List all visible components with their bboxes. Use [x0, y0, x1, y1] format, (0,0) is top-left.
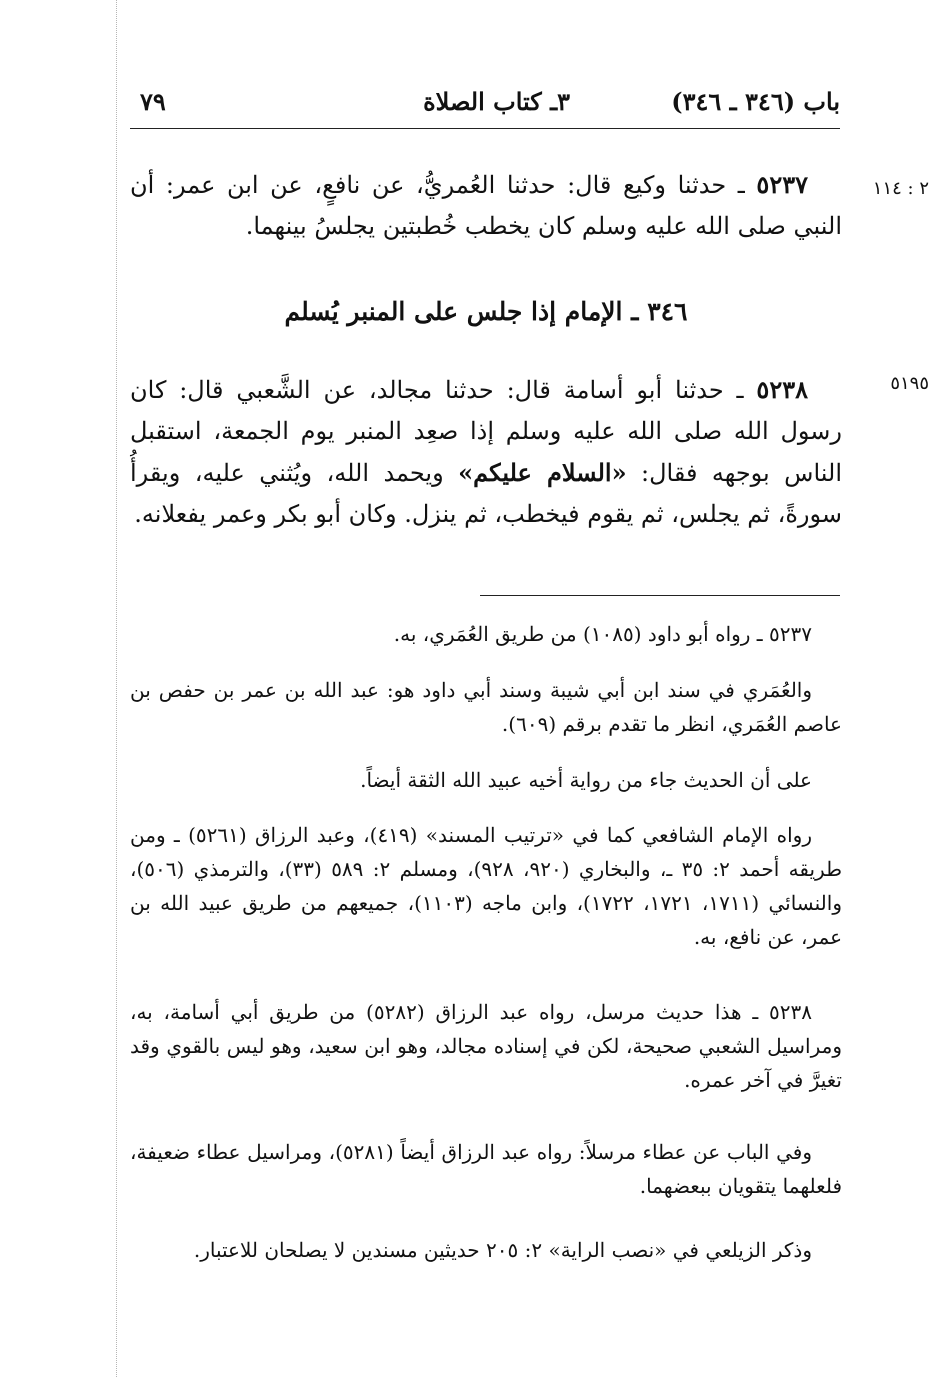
footnote [130, 995, 842, 1097]
hadith-5238 [130, 369, 842, 535]
header-rule [130, 128, 840, 129]
footnote-separator [480, 595, 840, 596]
hadith-text-continued: ويحمد الله، ويُثني عليه، ويقرأُ سورةً، ثم يجلس، ثم يقوم فيخطب، ثم ينزل. وكان أبو بكر وعمر يفعلانه. [130, 459, 842, 528]
footnote [130, 617, 842, 651]
hadith-text: ـ حدثنا أبو أسامة قال: حدثنا مجالد، عن الشَّعبي قال: كان رسول الله صلى الله عليه وسلم إذا صعِد المنبر يوم الجمعة، استقبل الناس بوجهه فقال: [130, 376, 843, 487]
chapter-range: باب (٣٤٦ ـ ٣٤٦) [671, 87, 840, 116]
footnote-text: وذكر الزيلعي في «نصب الراية» ٢: ٢٠٥ حديثين مسندين لا يصلحان للاعتبار. [193, 1238, 812, 1262]
chapter-heading: ٣٤٦ ـ الإمام إذا جلس على المنبر يُسلم [284, 297, 688, 326]
footnote-text: على أن الحديث جاء من رواية أخيه عبيد الله الثقة أيضاً. [360, 768, 812, 792]
footnote [130, 763, 842, 797]
footnote [130, 818, 842, 954]
salam-quote: «السلام عليكم» [458, 458, 627, 487]
footnote-text: وفي الباب عن عطاء مرسلاً: رواه عبد الرزاق أيضاً (٥٢٨١)، ومراسيل عطاء ضعيفة، فلعلهما يتقويان ببعضهما. [130, 1140, 842, 1198]
hadith-text: ـ حدثنا وكيع قال: حدثنا العُمريُّ، عن نافعٍ، عن ابن عمر: أن النبي صلى الله عليه وسلم كان يخطب خُطبتين يجلسُ بينهما. [130, 171, 842, 240]
margin-reference: ٥١٩٥ [890, 373, 929, 394]
book-title: ٣ـ كتاب الصلاة [423, 87, 570, 116]
footnote-text: ٥٢٣٨ ـ هذا حديث مرسل، رواه عبد الرزاق (٥٢٨٢) من طريق أبي أسامة، به، ومراسيل الشعبي صحيحة، لكن في إسناده مجالد، وهو ابن سعيد، وهو ليس بالقوي وقد تغيرَّ في آخر عمره. [130, 1000, 842, 1092]
page-header [130, 82, 840, 122]
footnote [130, 673, 842, 741]
page-number: ٧٩ [140, 87, 166, 116]
hadith-number: ٥٢٣٨ [756, 375, 808, 404]
footnote-text: والعُمَري في سند ابن أبي شيبة وسند أبي داود هو: عبد الله بن عمر بن حفص بن عاصم العُمَري، انظر ما تقدم برقم (٦٠٩). [130, 678, 842, 736]
scan-edge-line [116, 0, 117, 1377]
footnote [130, 1233, 842, 1267]
footnote [130, 1135, 842, 1203]
margin-reference: ٢ : ١١٤ [872, 178, 929, 199]
footnote-text: ٥٢٣٧ ـ رواه أبو داود (١٠٨٥) من طريق العُمَري، به. [393, 622, 812, 646]
hadith-5237 [130, 164, 842, 247]
footnote-text: رواه الإمام الشافعي كما في «ترتيب المسند» (٤١٩)، وعبد الرزاق (٥٢٦١) ـ ومن طريقه أحمد ٢: ٣٥ ـ، والبخاري (٩٢٠، ٩٢٨)، ومسلم ٢: ٥٨٩ (٣٣)، والترمذي (٥٠٦)، والنسائي (١٧١١، ١٧٢١، ١٧٢٢)، وابن ماجه (١١٠٣)، جميعهم من طريق عبيد الله بن عمر، عن نافع، به. [130, 823, 842, 949]
hadith-number: ٥٢٣٧ [756, 170, 808, 199]
